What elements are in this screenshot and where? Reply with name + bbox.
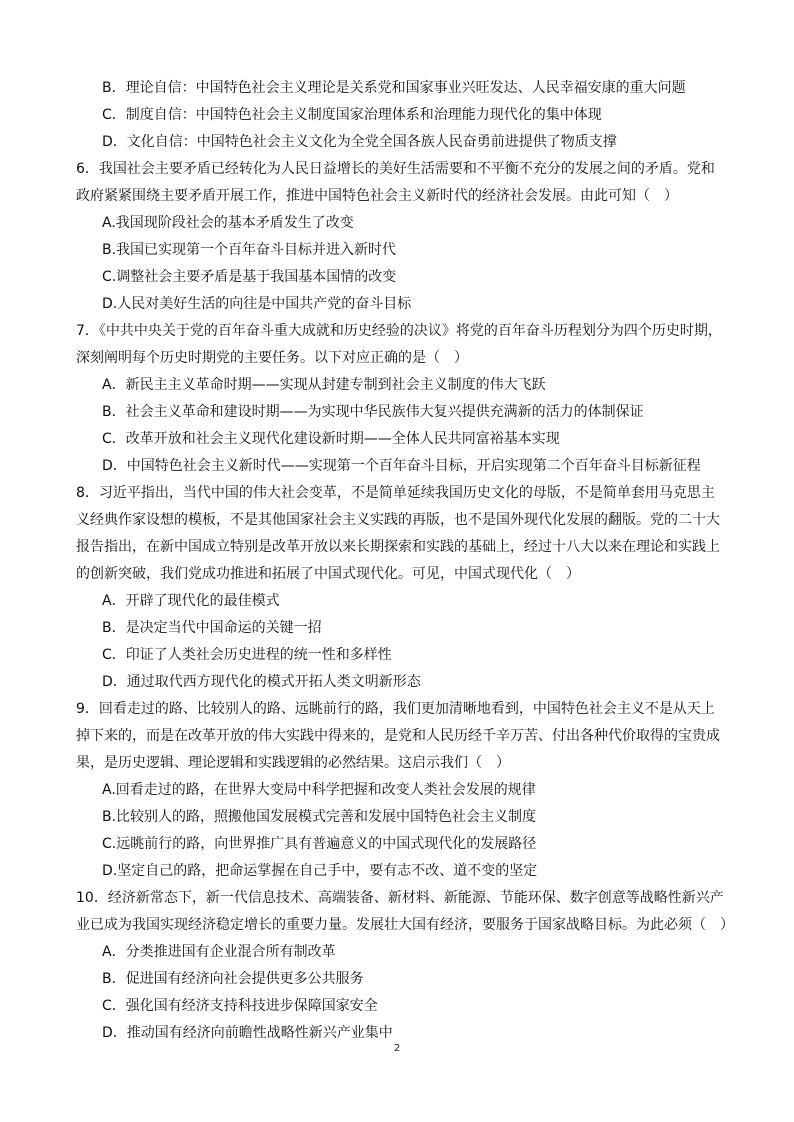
q8-option-d: D．通过取代西方现代化的模式开拓人类文明新形态 (102, 674, 421, 690)
q6-option-d: D.人民对美好生活的向往是中国共产党的奋斗目标 (102, 296, 412, 312)
q6-option-a: A.我国现阶段社会的基本矛盾发生了改变 (102, 215, 354, 231)
q10-option-c: C．强化国有经济支持科技进步保障国家安全 (102, 998, 378, 1014)
question-8-line-1: 8．习近平指出，当代中国的伟大社会变革，不是简单延续我国历史文化的母版，不是简单套用马克思主 (76, 485, 715, 501)
q10-option-d: D．推动国有经济向前瞻性战略性新兴产业集中 (102, 1025, 393, 1041)
question-7-line-2: 深刻阐明每个历史时期党的主要任务。以下对应正确的是（ ） (76, 350, 468, 366)
q5-option-b: B．理论自信：中国特色社会主义理论是关系党和国家事业兴旺发达、人民幸福安康的重大问题 (102, 80, 686, 96)
q8-option-a: A．开辟了现代化的最佳模式 (102, 593, 280, 609)
question-10-line-1: 10．经济新常态下，新一代信息技术、高端装备、新材料、新能源、节能环保、数字创意等战略性新兴产 (76, 890, 724, 906)
q5-option-d: D．文化自信：中国特色社会主义文化为全党全国各族人民奋勇前进提供了物质支撑 (102, 134, 617, 150)
question-9-line-3: 果，是历史逻辑、理论逻辑和实践逻辑的必然结果。这启示我们（ ） (76, 755, 510, 771)
question-8-line-3: 报告指出，在新中国成立特别是改革开放以来长期探索和实践的基础上，经过十八大以来在理论和实践上 (76, 539, 720, 555)
question-9-line-2: 掉下来的，而是在改革开放的伟大实践中得来的，是党和人民历经千辛万苦、付出各种代价取得的宝贵成 (76, 728, 720, 744)
q10-option-b: B．促进国有经济向社会提供更多公共服务 (102, 971, 364, 987)
q7-option-d: D．中国特色社会主义新时代——实现第一个百年奋斗目标，开启实现第二个百年奋斗目标新征程 (102, 458, 701, 474)
q6-option-c: C.调整社会主要矛盾是基于我国基本国情的改变 (102, 269, 397, 285)
question-6-line-2: 政府紧紧围绕主要矛盾开展工作，推进中国特色社会主义新时代的经济社会发展。由此可知（ ） (76, 188, 678, 204)
q9-option-c: C.远眺前行的路，向世界推广具有普遍意义的中国式现代化的发展路径 (102, 836, 537, 852)
q9-option-b: B.比较别人的路，照搬他国发展模式完善和发展中国特色社会主义制度 (102, 809, 537, 825)
q6-option-b: B.我国已实现第一个百年奋斗目标并进入新时代 (102, 242, 397, 258)
q7-option-a: A．新民主主义革命时期——实现从封建专制到社会主义制度的伟大飞跃 (102, 377, 546, 393)
question-8-line-4: 的创新突破，我们党成功推进和拓展了中国式现代化。可见，中国式现代化（ ） (76, 566, 580, 582)
q9-option-d: D.坚定自己的路，把命运掌握在自己手中，要有志不改、道不变的坚定 (102, 863, 538, 879)
question-8-line-2: 义经典作家设想的模板，不是其他国家社会主义实践的再版，也不是国外现代化发展的翻版。党的二十大 (76, 512, 720, 528)
q8-option-b: B．是决定当代中国命运的关键一招 (102, 620, 322, 636)
page-number: 2 (393, 1043, 401, 1054)
q8-option-c: C．印证了人类社会历史进程的统一性和多样性 (102, 647, 392, 663)
q9-option-a: A.回看走过的路，在世界大变局中科学把握和改变人类社会发展的规律 (102, 782, 536, 798)
question-9-line-1: 9．回看走过的路、比较别人的路、远眺前行的路，我们更加清晰地看到，中国特色社会主义不是从天上 (76, 701, 715, 717)
q7-option-b: B．社会主义革命和建设时期——为实现中华民族伟大复兴提供充满新的活力的体制保证 (102, 404, 644, 420)
q7-option-c: C．改革开放和社会主义现代化建设新时期——全体人民共同富裕基本实现 (102, 431, 560, 447)
q5-option-c: C．制度自信：中国特色社会主义制度国家治理体系和治理能力现代化的集中体现 (102, 107, 602, 123)
question-6-line-1: 6．我国社会主要矛盾已经转化为人民日益增长的美好生活需要和不平衡不充分的发展之间的矛盾。党和 (76, 161, 715, 177)
question-10-line-2: 业已成为我国实现经济稳定增长的重要力量。发展壮大国有经济，要服务于国家战略目标。为此必须（ ） (76, 917, 734, 933)
q10-option-a: A．分类推进国有企业混合所有制改革 (102, 944, 336, 960)
question-7-line-1: 7．《中共中央关于党的百年奋斗重大成就和历史经验的决议》将党的百年奋斗历程划分为四个历史时期， (76, 323, 722, 339)
